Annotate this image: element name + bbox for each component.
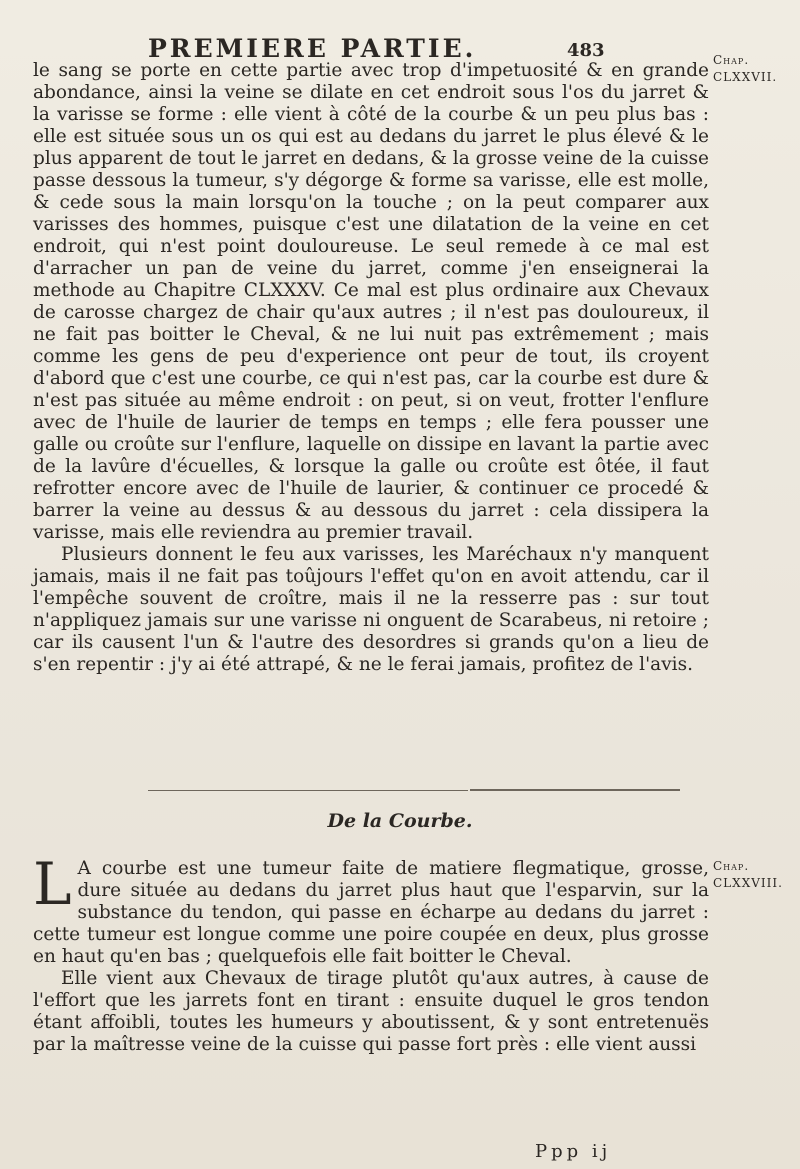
paragraph: Elle vient aux Chevaux de tirage plutôt qu'aux autres, à cause de l'effort que les jarrets font en tirant : ensuite duquel le gros tendon étant affoibli, toutes les humeurs y aboutissent, & y sont entretenuës par la maîtresse veine de la cuisse qui passe fort près : elle vient aussi — [33, 968, 709, 1055]
section-divider-thick — [470, 789, 680, 791]
margin-note-label: Chap. — [713, 859, 750, 873]
page-number: 483 — [567, 40, 605, 61]
margin-note-chapter-178 — [713, 858, 783, 892]
running-head: PREMIERE PARTIE. — [148, 34, 477, 63]
paragraph: Plusieurs donnent le feu aux varisses, les Maréchaux n'y manquent jamais, mais il ne fait pas toûjours l'effet qu'on en avoit attendu, car il l'empêche souvent de croître, mais il ne la resserre pas : sur tout n'appliquez jamais sur une varisse ni onguent de Scarabeus, ni retoire ; car ils causent l'un & l'autre des desordres si grands qu'on a lieu de s'en repentir : j'y ai été attrapé, & ne le ferai jamais, profitez de l'avis. — [33, 544, 709, 675]
section-varisse-text — [33, 60, 709, 676]
signature-mark: Ppp ij — [535, 1141, 612, 1162]
paragraph-body: A courbe est une tumeur faite de matiere flegmatique, grosse, dure située au dedans du jarret plus haut que l'esparvin, sur la substance du tendon, qui passe en écharpe au dedans du jarret : cette tumeur est longue comme une poire coupée en deux, plus grosse en haut qu'en bas ; quelquefois elle fait boitter le Cheval. — [33, 858, 709, 967]
margin-note-label: Chap. — [713, 53, 750, 67]
section-courbe-text — [33, 850, 709, 1056]
paragraph: le sang se porte en cette partie avec trop d'impetuosité & en grande abondance, ainsi la veine se dilate en cet endroit sous l'os du jarret & la varisse se forme : elle vient à côté de la courbe & un peu plus bas : elle est située sous un os qui est au dedans du jarret le plus élevé & le plus apparent de tout le jarret en dedans, & la grosse veine de la cuisse passe dessous la tumeur, s'y dégorge & forme sa varisse, elle est molle, & cede sous la main lorsqu'on la touche ; on la peut comparer aux varisses des hommes, puisque c'est une dilatation de la veine en cet endroit, qui n'est point douloureuse. Le seul remede à ce mal est d'arracher un pan de veine du jarret, comme j'en enseignerai la methode au Chapitre CLXXXV. Ce mal est plus ordinaire aux Chevaux de carosse chargez de chair qu'aux autres ; il n'est pas douloureux, il ne fait pas boitter le Cheval, & ne lui nuit pas extrêmement ; mais comme les gens de peu d'experience ont peur de tout, ils croyent d'abord que c'est une courbe, ce qui n'est pas, car la courbe est dure & n'est pas située au même endroit : on peut, si on veut, frotter l'enflure avec de l'huile de laurier de temps en temps ; elle fera pousser une galle ou croûte sur l'enflure, laquelle on dissipe en lavant la partie avec de la lavûre d'écuelles, & lorsque la galle ou croûte est ôtée, il faut refrotter encore avec de l'huile de laurier, & continuer ce procedé & barrer la veine au dessus & au dessous du jarret : cela dissipera la varisse, mais elle reviendra au premier travail. — [33, 60, 709, 543]
section-divider-thin — [148, 790, 468, 791]
paragraph — [33, 850, 709, 968]
margin-note-chapter-177 — [713, 52, 777, 86]
section-title-courbe: De la Courbe. — [327, 810, 473, 832]
margin-note-number: CLXXVII. — [713, 70, 778, 84]
drop-cap: L — [33, 850, 72, 918]
margin-note-number: CLXXVIII. — [713, 876, 783, 890]
